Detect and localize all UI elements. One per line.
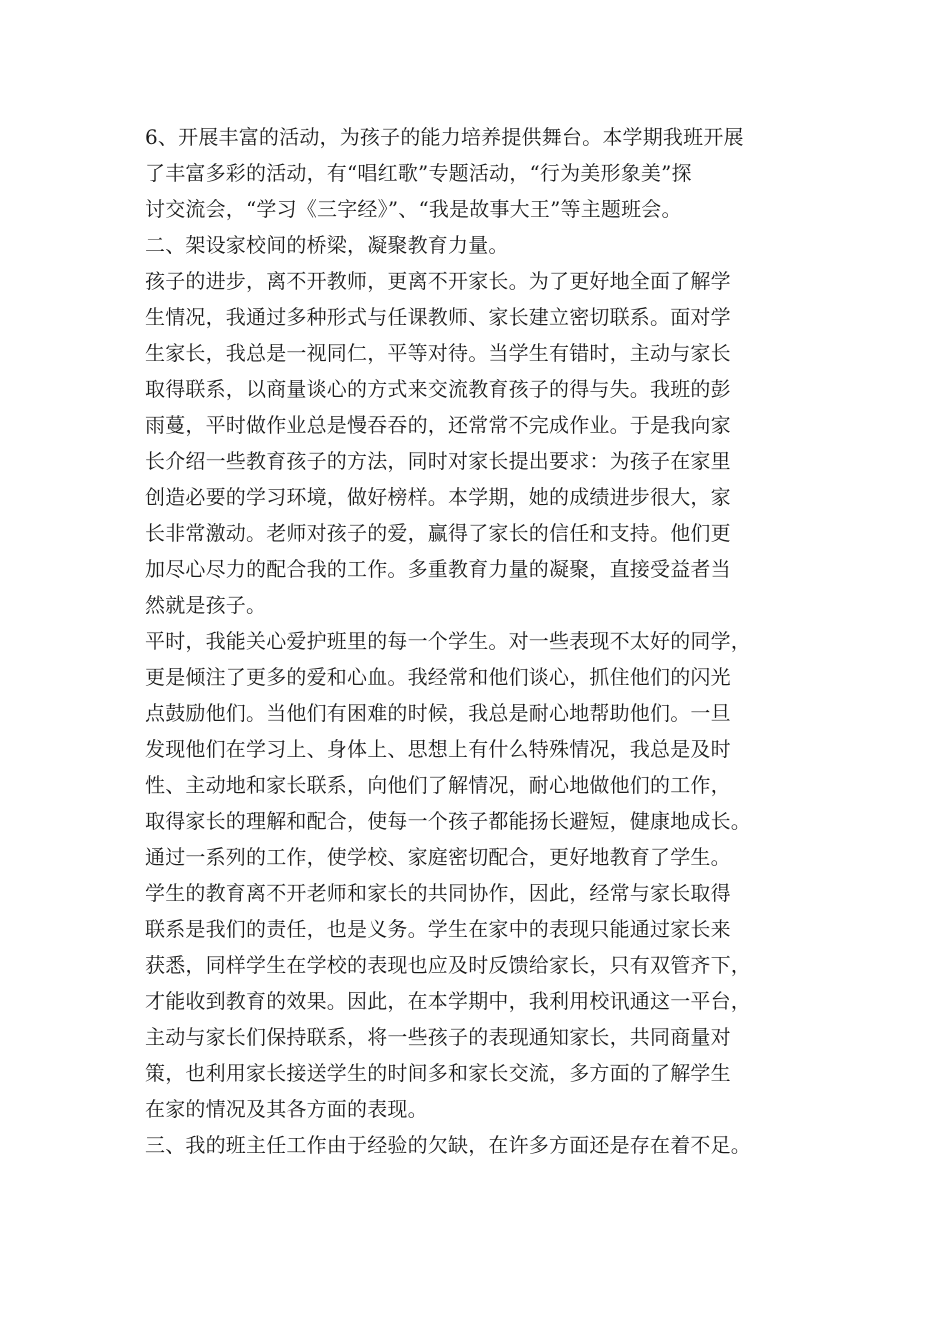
text-line: 在家的情况及其各方面的表现。 (145, 1097, 428, 1121)
section-heading-home-school: 二、架设家校间的桥梁，凝聚教育力量。 (145, 233, 509, 257)
text-line: 取得联系，以商量谈心的方式来交流教育孩子的得与失。我班的彭 (145, 377, 731, 401)
text-line: 长介绍一些教育孩子的方法，同时对家长提出要求：为孩子在家里 (145, 449, 731, 473)
text-line: 主动与家长们保持联系，将一些孩子的表现通知家长，共同商量对 (145, 1025, 731, 1049)
text-line: 雨蔓，平时做作业总是慢吞吞的，还常常不完成作业。于是我向家 (145, 413, 731, 437)
text-line: 更是倾注了更多的爱和心血。我经常和他们谈心，抓住他们的闪光 (145, 665, 731, 689)
text-line: 然就是孩子。 (145, 593, 267, 617)
text-line: 学生的教育离不开老师和家长的共同协作，因此，经常与家长取得 (145, 881, 731, 905)
text-line: 通过一系列的工作，使学校、家庭密切配合，更好地教育了学生。 (145, 845, 731, 869)
text-line: 了丰富多彩的活动，有“唱红歌”专题活动，“行为美形象美”探 (145, 161, 692, 185)
text-line: 平时，我能关心爱护班里的每一个学生。对一些表现不太好的同学， (145, 629, 751, 653)
text-line: 策，也利用家长接送学生的时间多和家长交流，多方面的了解学生 (145, 1061, 731, 1085)
text-line: 发现他们在学习上、身体上、思想上有什么特殊情况，我总是及时 (145, 737, 731, 761)
text-line-activities-heading: 6、开展丰富的活动，为孩子的能力培养提供舞台。本学期我班开展 (145, 125, 744, 149)
text-line: 点鼓励他们。当他们有困难的时候，我总是耐心地帮助他们。一旦 (145, 701, 731, 725)
text-line: 创造必要的学习环境，做好榜样。本学期，她的成绩进步很大，家 (145, 485, 731, 509)
text-line: 联系是我们的责任，也是义务。学生在家中的表现只能通过家长来 (145, 917, 731, 941)
text-line: 生情况，我通过多种形式与任课教师、家长建立密切联系。面对学 (145, 305, 731, 329)
text-line: 讨交流会，“学习《三字经》”、“我是故事大王”等主题班会。 (145, 197, 682, 221)
document-body (145, 119, 810, 1163)
text-line: 长非常激动。老师对孩子的爱，赢得了家长的信任和支持。他们更 (145, 521, 731, 545)
section-heading-shortcomings: 三、我的班主任工作由于经验的欠缺，在许多方面还是存在着不足。 (145, 1133, 751, 1157)
text-line: 性、主动地和家长联系，向他们了解情况，耐心地做他们的工作， (145, 773, 731, 797)
text-line: 取得家长的理解和配合，使每一个孩子都能扬长避短，健康地成长。 (145, 809, 751, 833)
text-line: 孩子的进步，离不开教师，更离不开家长。为了更好地全面了解学 (145, 269, 731, 293)
text-line: 获悉，同样学生在学校的表现也应及时反馈给家长，只有双管齐下， (145, 953, 751, 977)
text-line: 加尽心尽力的配合我的工作。多重教育力量的凝聚，直接受益者当 (145, 557, 731, 581)
text-line: 生家长，我总是一视同仁，平等对待。当学生有错时，主动与家长 (145, 341, 731, 365)
text-line: 才能收到教育的效果。因此，在本学期中，我利用校讯通这一平台， (145, 989, 751, 1013)
